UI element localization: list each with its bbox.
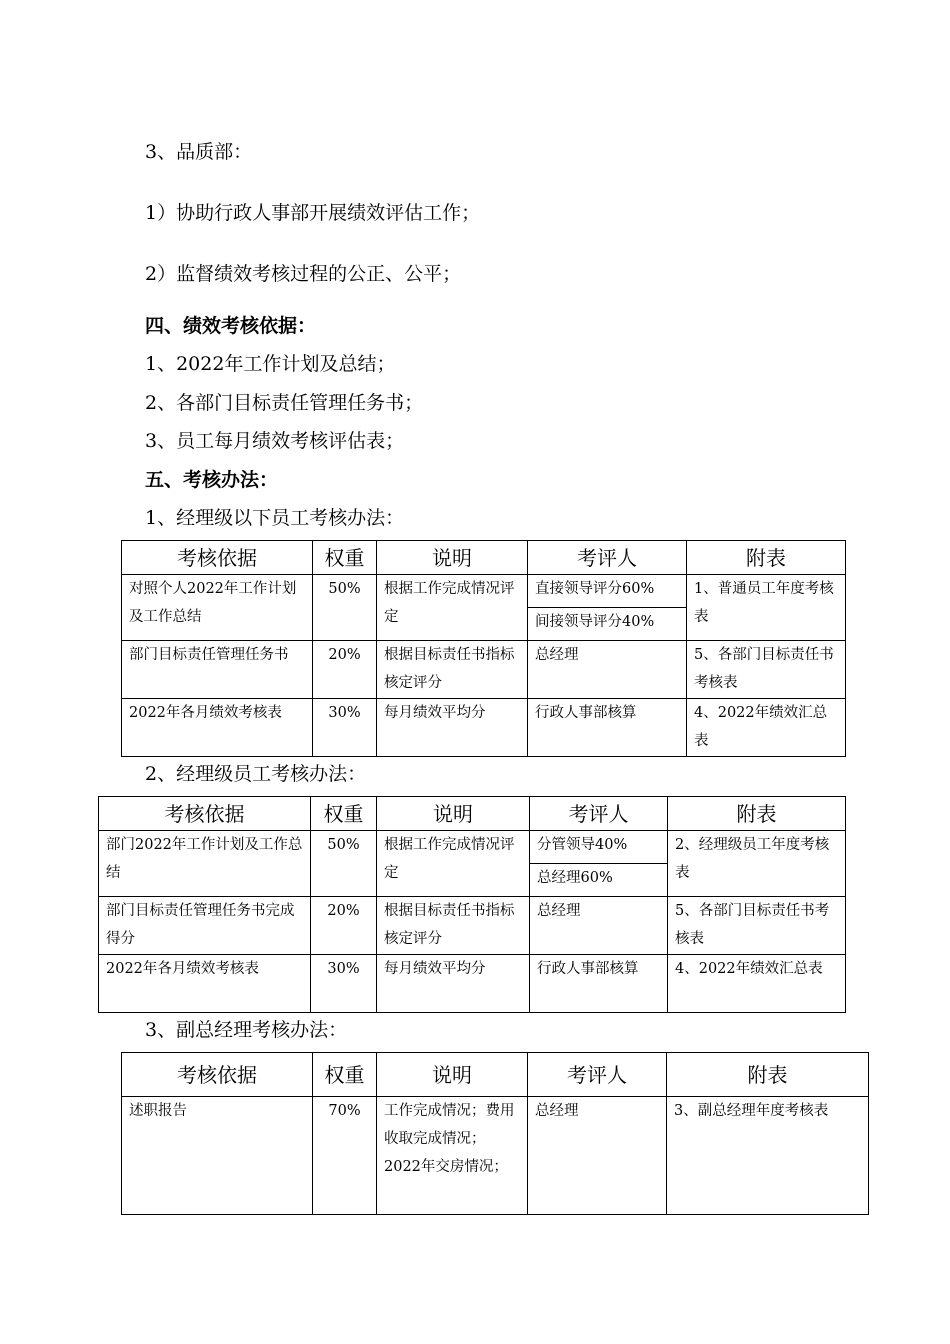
method-3-heading: 3、副总经理考核办法： <box>145 1019 348 1041</box>
cell-description: 根据工作完成情况评定 <box>377 831 530 897</box>
table-row <box>122 575 846 641</box>
header-weight: 权重 <box>313 1053 377 1097</box>
quality-duty-1: 1）协助行政人事部开展绩效评估工作； <box>145 202 481 224</box>
cell-basis: 2022年各月绩效考核表 <box>122 699 313 757</box>
header-appendix: 附表 <box>668 797 846 831</box>
cell-basis: 部门目标责任管理任务书 <box>122 641 313 699</box>
rater-general-manager: 总经理60% <box>537 870 613 886</box>
method-2-heading: 2、经理级员工考核办法： <box>145 763 367 785</box>
method-1-heading: 1、经理级以下员工考核办法： <box>145 507 405 529</box>
cell-appendix: 2、经理级员工年度考核表 <box>668 831 846 897</box>
deputy-gm-assessment-table <box>121 1052 869 1215</box>
cell-appendix: 1、普通员工年度考核表 <box>687 575 846 641</box>
cell-rater <box>530 831 668 897</box>
header-basis: 考核依据 <box>99 797 311 831</box>
table-row <box>122 699 846 757</box>
basis-item-1: 1、2022年工作计划及总结； <box>145 353 396 375</box>
cell-rater: 总经理 <box>528 1097 667 1215</box>
cell-weight: 50% <box>311 831 377 897</box>
cell-description: 每月绩效平均分 <box>377 699 528 757</box>
table-header-row <box>122 1053 869 1097</box>
header-rater: 考评人 <box>528 541 687 575</box>
table-row <box>99 897 846 955</box>
cell-appendix: 3、副总经理年度考核表 <box>667 1097 869 1215</box>
header-basis: 考核依据 <box>122 541 313 575</box>
cell-appendix: 5、各部门目标责任书考核表 <box>687 641 846 699</box>
table-header-row <box>99 797 846 831</box>
cell-appendix: 4、2022年绩效汇总表 <box>687 699 846 757</box>
cell-description: 根据工作完成情况评定 <box>377 575 528 641</box>
cell-weight: 30% <box>313 699 377 757</box>
table-row <box>122 641 846 699</box>
rater-indirect: 间接领导评分40% <box>535 614 655 630</box>
section-five-heading: 五、考核办法： <box>145 469 279 491</box>
cell-description: 根据目标责任书指标核定评分 <box>377 897 530 955</box>
cell-basis: 2022年各月绩效考核表 <box>99 955 311 1013</box>
cell-weight: 50% <box>313 575 377 641</box>
header-appendix: 附表 <box>687 541 846 575</box>
header-weight: 权重 <box>313 541 377 575</box>
header-description: 说明 <box>377 1053 528 1097</box>
cell-weight: 30% <box>311 955 377 1013</box>
cell-rater: 行政人事部核算 <box>528 699 687 757</box>
cell-basis: 部门目标责任管理任务书完成得分 <box>99 897 311 955</box>
cell-appendix: 4、2022年绩效汇总表 <box>668 955 846 1013</box>
rater-supervisor: 分管领导40% <box>530 831 667 864</box>
table-row <box>122 1097 869 1215</box>
table-header-row <box>122 541 846 575</box>
section-four-heading: 四、绩效考核依据： <box>145 315 317 337</box>
cell-basis: 部门2022年工作计划及工作总结 <box>99 831 311 897</box>
header-rater: 考评人 <box>528 1053 667 1097</box>
header-basis: 考核依据 <box>122 1053 313 1097</box>
cell-appendix: 5、各部门目标责任书考核表 <box>668 897 846 955</box>
basis-item-2: 2、各部门目标责任管理任务书； <box>145 392 424 414</box>
header-description: 说明 <box>377 541 528 575</box>
cell-description: 根据目标责任书指标核定评分 <box>377 641 528 699</box>
cell-rater <box>528 575 687 641</box>
cell-description: 每月绩效平均分 <box>377 955 530 1013</box>
header-description: 说明 <box>377 797 530 831</box>
staff-assessment-table <box>121 540 846 757</box>
table-row <box>99 955 846 1013</box>
header-appendix: 附表 <box>667 1053 869 1097</box>
table-row <box>99 831 846 897</box>
cell-rater: 总经理 <box>530 897 668 955</box>
cell-description: 工作完成情况；费用收取完成情况；2022年交房情况； <box>377 1097 528 1215</box>
quality-dept-heading: 3、品质部： <box>145 141 253 163</box>
cell-rater: 行政人事部核算 <box>530 955 668 1013</box>
quality-duty-2: 2）监督绩效考核过程的公正、公平； <box>145 263 462 285</box>
cell-basis: 对照个人2022年工作计划及工作总结 <box>122 575 313 641</box>
header-weight: 权重 <box>311 797 377 831</box>
cell-rater: 总经理 <box>528 641 687 699</box>
basis-item-3: 3、员工每月绩效考核评估表； <box>145 430 405 452</box>
rater-direct: 直接领导评分60% <box>528 575 686 608</box>
cell-weight: 70% <box>313 1097 377 1215</box>
header-rater: 考评人 <box>530 797 668 831</box>
manager-assessment-table <box>98 796 846 1013</box>
cell-weight: 20% <box>311 897 377 955</box>
cell-weight: 20% <box>313 641 377 699</box>
cell-basis: 述职报告 <box>122 1097 313 1215</box>
